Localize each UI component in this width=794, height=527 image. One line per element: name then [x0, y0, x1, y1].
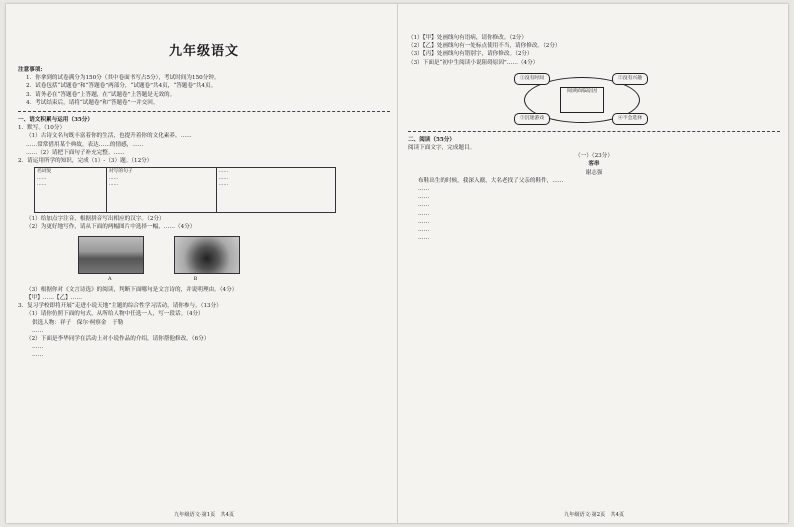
question-line: （1）【甲】处画线句有语病，请你修改。（2分）: [408, 35, 527, 41]
table-column: [35, 168, 107, 212]
question-line: （2）下面是李华同学在活动上对小说作品的介绍，请你帮他修改。（6分）: [26, 336, 210, 343]
notice-line: 3．请务必在“答题卷”上答题，在“试题卷”上答题是无效的。: [26, 91, 176, 98]
page-right: [408, 4, 780, 523]
notice-line: 1．你拿到的试卷满分为150分（其中卷面书写占5分），考试时间为150分钟。: [26, 75, 220, 82]
mind-map-center: 阅读面临原因: [560, 87, 604, 113]
question-line: （2）为更好地写作，请从下面的两幅图片中选择一幅，……（4分）: [26, 224, 196, 231]
table-cell: 对写的句子: [108, 169, 133, 175]
question-head: 3．复习学校即将开展“走进小说天地”主题的综合性学习活动，请你参与。（13分）: [18, 303, 222, 310]
passage-title: 客串: [588, 161, 600, 168]
question-line: （1）古诗文名句既丰富着你的生活，也提升着你的文化素养。……: [26, 133, 192, 140]
question-line: 【甲】……【乙】……: [26, 295, 82, 302]
question-line: ……: [32, 344, 44, 351]
mind-node: ①没有时间: [514, 73, 550, 85]
table-cell: ……: [218, 169, 229, 175]
mind-node: ②没有兴趣: [612, 73, 648, 85]
divider: [408, 131, 780, 132]
caption-a: A: [108, 275, 112, 282]
divider: [18, 111, 390, 112]
question-line: ……常常借用某个典故，表达……的情感，……: [26, 141, 144, 148]
notice-title: 注意事项:: [18, 67, 43, 73]
passage-paragraph: ……: [418, 227, 430, 234]
mind-node: ④不会选择: [612, 113, 648, 125]
table-cell: ……: [108, 182, 119, 188]
table-column: [217, 168, 335, 212]
notice-line: 2．试卷包括“试题卷”和“答题卷”两部分，“试题卷”共4页，“答题卷”共4页。: [26, 83, 217, 90]
question-line: （3）下面是“初中生阅读小说阻碍原因”……（4分）: [408, 59, 539, 66]
page-left: [18, 4, 390, 523]
picture-captions: [108, 275, 390, 283]
notice-line: 4．考试结束后，请将“试题卷”和“答题卷”一并交回。: [26, 99, 159, 106]
mind-node: ③沉迷游戏: [514, 113, 550, 125]
picture-b: [174, 236, 240, 274]
passage-paragraph: ……: [418, 194, 430, 201]
table-cell: ……: [218, 175, 229, 181]
table-cell: ……: [37, 175, 47, 181]
table-column: [107, 168, 217, 212]
passage-author: 谢志强: [585, 169, 603, 176]
question-line: （2）【乙】处画线句有一处标点使用不当，请你修改。（2分）: [408, 43, 561, 50]
table-cell: ……: [108, 175, 119, 181]
section-heading: 二、阅读（55分）: [408, 136, 455, 143]
question-line: ……（2）请把下面句子补充完整。……: [26, 149, 125, 156]
question-head: 1．默写。（10分）: [18, 125, 66, 132]
exam-sheet: [6, 4, 788, 523]
question-line: （1）请你仿照下面的句式，从所给人物中任选一人，写一段话。（4分）: [26, 311, 204, 318]
table-cell: ……: [218, 182, 229, 188]
question-line: （3）根据你对《文言诗选》的阅读，判断下面哪句是文言诗的，并说明理由。（4分）: [26, 286, 238, 293]
question-line: ……: [32, 352, 44, 359]
table-cell: 名词复: [37, 169, 52, 175]
passage-paragraph: ……: [418, 235, 430, 242]
question-line: ……: [32, 327, 44, 334]
passage-paragraph: ……: [418, 202, 430, 209]
question-line: （3）【丙】处画线句有错别字，请你修改。（2分）: [408, 51, 533, 58]
section-heading: 一、语文积累与运用（35分）: [18, 117, 93, 124]
question-line: （1）给加点字注音，根据拼音写出相应的汉字。（2分）: [26, 216, 165, 223]
passage-paragraph: ……: [418, 186, 430, 193]
passage-paragraph: ……: [418, 210, 430, 217]
picture-a: [78, 236, 144, 274]
caption-b: B: [193, 275, 198, 282]
table-cell: ……: [37, 182, 47, 188]
passage-number: （一）（23分）: [575, 153, 613, 160]
page-divider: [397, 4, 398, 523]
question-line: 供选人物：祥子 保尔·柯察金 于勒: [32, 319, 124, 326]
section-intro: 阅读下面文字，完成题目。: [408, 145, 476, 152]
page-title: 九年级语文: [168, 44, 239, 59]
page-footer: 九年级语文·第2页 共4页: [563, 511, 625, 518]
picture-row: [78, 236, 390, 274]
page-footer: 九年级语文·第1页 共4页: [173, 511, 235, 518]
question-head: 2．请运用所学的知识，完成（1）-（3）题。（12分）: [18, 158, 153, 165]
mind-map: [508, 73, 658, 125]
passage-paragraph: 布鞋出生的时候，我深入赣，大名老找了父亲的鞋件，……: [418, 177, 564, 184]
passage-paragraph: ……: [418, 218, 430, 225]
knowledge-table: [34, 167, 336, 213]
